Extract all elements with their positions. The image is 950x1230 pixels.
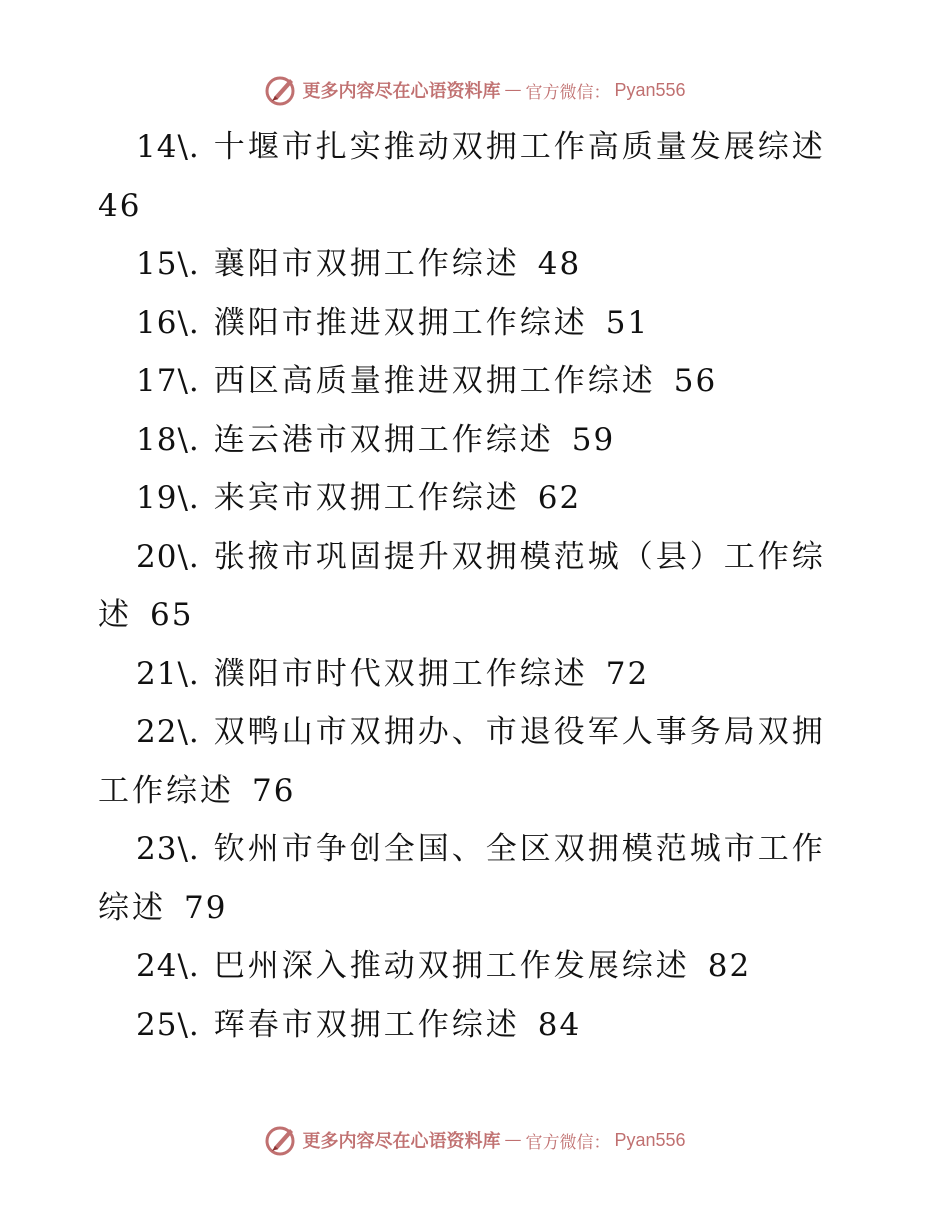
toc-page-number: 59 xyxy=(571,421,616,458)
toc-page-number: 62 xyxy=(537,480,582,516)
banner-separator: — xyxy=(504,1130,522,1150)
toc-number: 19\. xyxy=(136,480,200,516)
toc-number: 24\. xyxy=(136,948,200,984)
banner-separator: — xyxy=(504,80,522,100)
quill-logo-icon xyxy=(264,1123,298,1157)
table-of-contents xyxy=(98,118,838,1054)
banner-text: 更多内容尽在心语资料库 xyxy=(302,1131,501,1152)
toc-title: 襄阳市双拥工作综述 xyxy=(213,246,520,282)
toc-page-number: 65 xyxy=(150,597,194,633)
toc-entry-17 xyxy=(98,352,838,411)
toc-number: 20\. xyxy=(136,538,200,575)
toc-entry-23-continued xyxy=(98,879,838,938)
toc-number: 21\. xyxy=(136,655,200,692)
toc-title: 双鸭山市双拥办、市退役军人事务局双拥 xyxy=(213,714,826,750)
toc-entry-20 xyxy=(98,528,838,587)
toc-page-number: 82 xyxy=(707,948,752,984)
toc-entry-24 xyxy=(98,937,838,996)
toc-number: 17\. xyxy=(136,363,200,399)
banner-contact-id: Pyan556 xyxy=(614,1129,686,1150)
footer-banner xyxy=(0,1122,950,1158)
toc-number: 25\. xyxy=(136,1006,200,1043)
toc-title: 巴州深入推动双拥工作发展综述 xyxy=(213,948,690,984)
toc-entry-22-continued xyxy=(98,762,838,821)
toc-page-number: 76 xyxy=(252,772,296,809)
toc-number: 16\. xyxy=(136,304,200,341)
toc-entry-23 xyxy=(98,820,838,879)
toc-title: 连云港市双拥工作综述 xyxy=(213,421,554,458)
banner-contact-label: 官方微信： xyxy=(525,82,611,103)
toc-entry-18 xyxy=(98,411,838,470)
toc-title: 张掖市巩固提升双拥模范城（县）工作综 xyxy=(213,538,826,575)
toc-page-number: 48 xyxy=(537,246,582,282)
toc-number: 15\. xyxy=(136,246,200,282)
toc-title: 钦州市争创全国、全区双拥模范城市工作 xyxy=(213,831,826,867)
banner-contact-label: 官方微信： xyxy=(525,1132,611,1153)
toc-title: 珲春市双拥工作综述 xyxy=(213,1006,520,1043)
toc-title: 工作综述 xyxy=(98,772,234,809)
banner-text: 更多内容尽在心语资料库 xyxy=(302,81,501,102)
toc-entry-21 xyxy=(98,645,838,704)
toc-entry-20-continued xyxy=(98,586,838,645)
toc-entry-19 xyxy=(98,469,838,528)
toc-title: 综述 xyxy=(98,889,166,926)
toc-title: 西区高质量推进双拥工作综述 xyxy=(213,363,656,399)
header-banner xyxy=(0,72,950,108)
toc-entry-14-continued xyxy=(98,177,838,236)
toc-number: 22\. xyxy=(136,714,200,750)
toc-page-number: 79 xyxy=(184,889,228,926)
toc-page-number: 72 xyxy=(605,655,650,692)
quill-logo-icon xyxy=(264,73,298,107)
toc-page-number: 84 xyxy=(537,1006,582,1043)
toc-page-number: 46 xyxy=(98,187,142,224)
toc-title: 来宾市双拥工作综述 xyxy=(213,480,520,516)
toc-title: 述 xyxy=(98,597,132,633)
toc-entry-22 xyxy=(98,703,838,762)
toc-number: 23\. xyxy=(136,831,200,867)
toc-page-number: 56 xyxy=(673,363,718,399)
toc-page-number: 51 xyxy=(605,304,650,341)
toc-entry-16 xyxy=(98,294,838,353)
toc-entry-15 xyxy=(98,235,838,294)
toc-number: 14\. xyxy=(136,129,200,165)
toc-title: 十堰市扎实推动双拥工作高质量发展综述 xyxy=(213,129,826,165)
banner-contact-id: Pyan556 xyxy=(614,79,686,100)
toc-entry-25 xyxy=(98,996,838,1055)
toc-entry-14 xyxy=(98,118,838,177)
toc-title: 濮阳市时代双拥工作综述 xyxy=(213,655,588,692)
toc-number: 18\. xyxy=(136,421,200,458)
toc-title: 濮阳市推进双拥工作综述 xyxy=(213,304,588,341)
